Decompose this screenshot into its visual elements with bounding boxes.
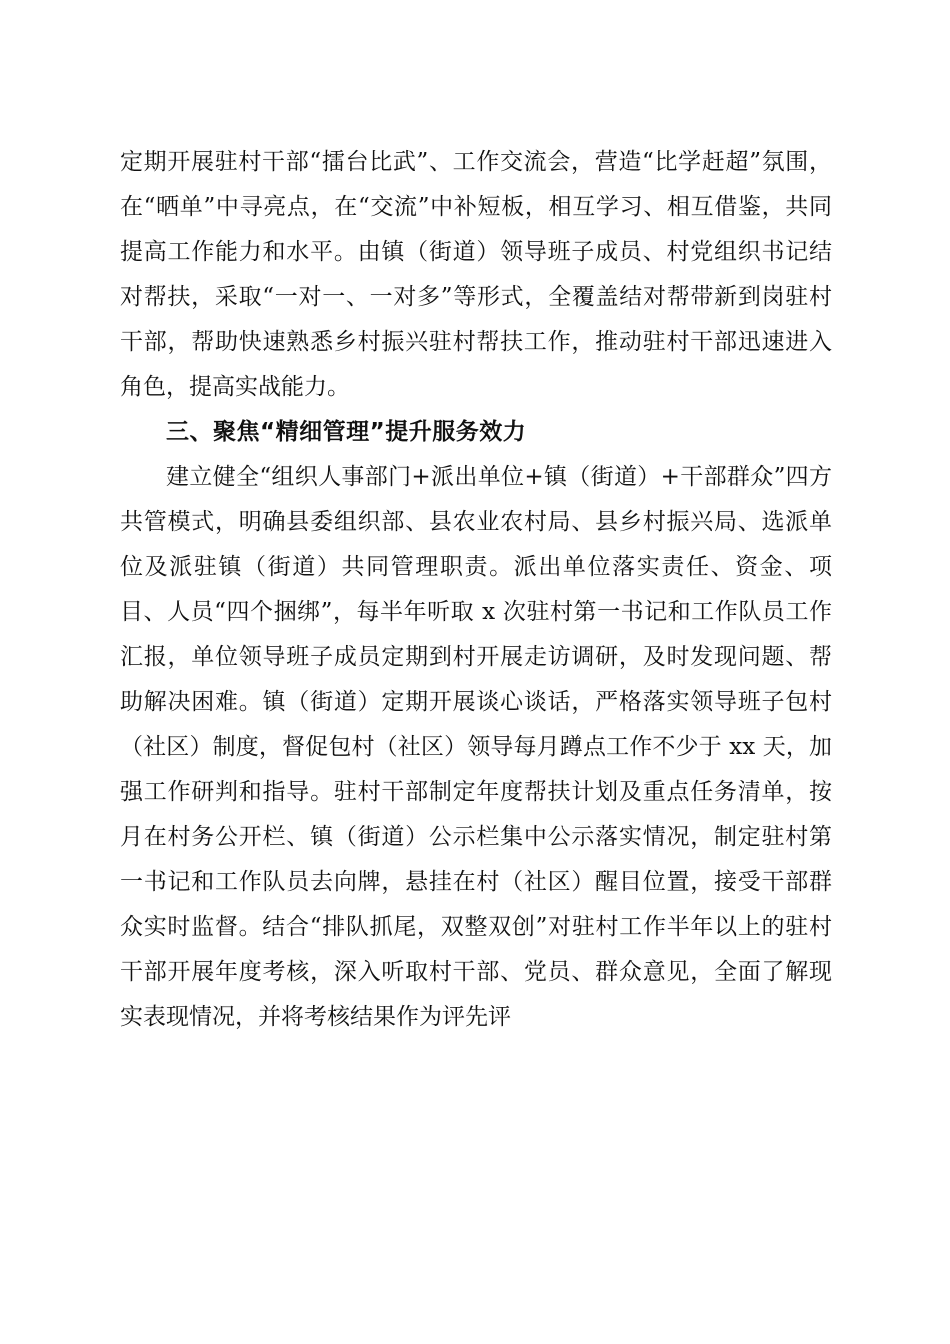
section-heading-3: 三、聚焦“精细管理”提升服务效力 xyxy=(166,419,527,445)
body-paragraph: 建立健全“组织人事部门+派出单位+镇（街道）+干部群众”四方共管模式，明确县委组织部、县农业农村局、县乡村振兴局、选派单位及派驻镇（街道）共同管理职责。派出单位落实责任、资金、项目、人员“四个捆绑”，每半年听取 x 次驻村第一书记和工作队员工作汇报，单位领导班子成员定期到村开展走访调研，及时发现问题、帮助解决困难。镇（街道）定期开展谈心谈话，严格落实领导班子包村（社区）制度，督促包村（社区）领导每月蹲点工作不少于 xx 天，加强工作研判和指导。驻村干部制定年度帮扶计划及重点任务清单，按月在村务公开栏、镇（街道）公示栏集中公示落实情况，制定驻村第一书记和工作队员去向牌，悬挂在村（社区）醒目位置，接受干部群众实时监督。结合“排队抓尾，双整双创”对驻村工作半年以上的驻村干部开展年度考核，深入听取村干部、党员、群众意见，全面了解现实表现情况，并将考核结果作为评先评 xyxy=(120,464,832,1030)
body-paragraph-continued: 定期开展驻村干部“擂台比武”、工作交流会，营造“比学赶超”氛围，在“晒单”中寻亮点，在“交流”中补短板，相互学习、相互借鉴，共同提高工作能力和水平。由镇（街道）领导班子成员、村党组织书记结对帮扶，采取“一对一、一对多”等形式，全覆盖结对帮带新到岗驻村干部，帮助快速熟悉乡村振兴驻村帮扶工作，推动驻村干部迅速进入角色，提高实战能力。 xyxy=(120,149,832,400)
document-body xyxy=(120,140,832,1040)
